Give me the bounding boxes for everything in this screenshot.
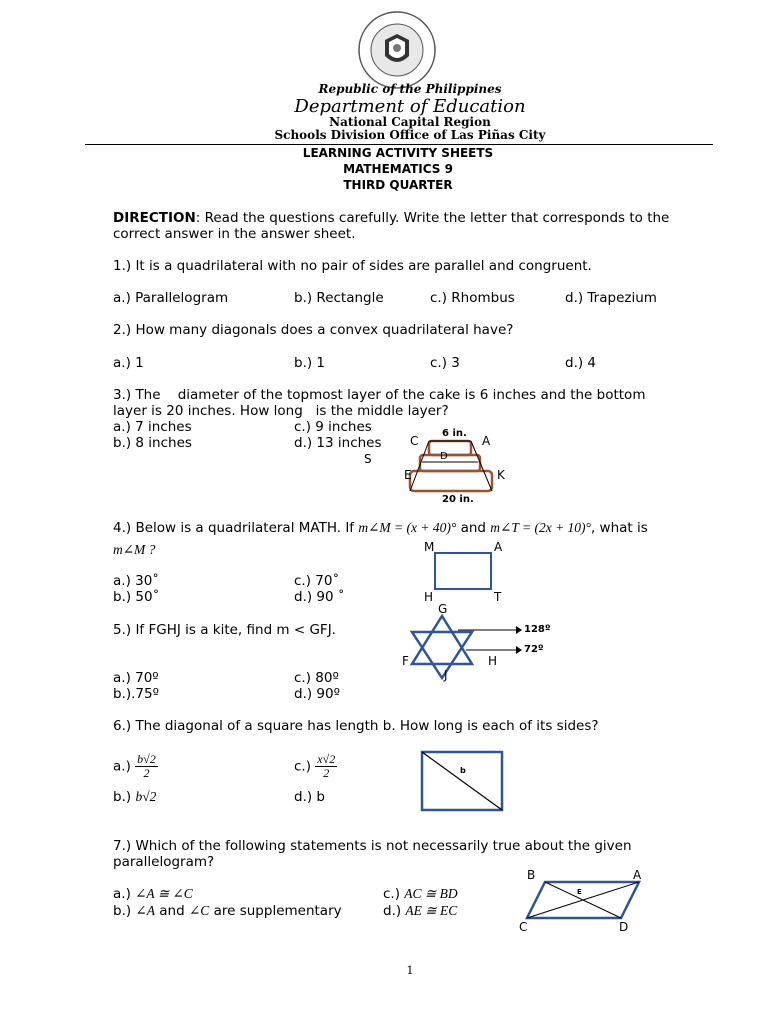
cake-label-k: K — [497, 468, 505, 482]
math-label-h: H — [424, 590, 434, 604]
q6-choice-d: d.) b — [294, 789, 325, 805]
q6-c-numerator: x√2 — [317, 752, 336, 766]
q7-choice-c-expr: AC ≅ BD — [404, 886, 458, 901]
q7-choice-d-label: d.) — [383, 903, 406, 919]
department-line: Department of Education — [294, 96, 526, 117]
page-number: 1 — [406, 964, 414, 977]
square-figure — [420, 750, 504, 812]
q2-choice-c: c.) 3 — [430, 355, 460, 371]
q6-choice-c-label: c.) — [294, 758, 311, 775]
q2-stem: 2.) How many diagonals does a convex quadrilateral have? — [113, 322, 514, 338]
q6-choice-a-label: a.) — [113, 758, 131, 775]
q6-choice-b — [113, 789, 156, 805]
q7-stem-line1: 7.) Which of the following statements is not necessarily true about the given — [113, 838, 632, 854]
para-label-e: E — [577, 888, 582, 896]
q6-a-denominator: 2 — [143, 766, 150, 780]
direction-line1 — [113, 210, 669, 226]
q1-stem: 1.) It is a quadrilateral with no pair of sides are parallel and congruent. — [113, 258, 592, 274]
q7-choice-c-label: c.) — [383, 886, 405, 902]
q7-choice-b — [113, 903, 342, 919]
q4-stem-pre: 4.) Below is a quadrilateral MATH. If — [113, 520, 359, 536]
kite-figure — [398, 604, 558, 684]
header-rule — [85, 144, 713, 145]
cake-label-a: A — [482, 434, 491, 448]
q6-choice-a-fraction — [135, 753, 158, 780]
direction-label: DIRECTION — [113, 210, 196, 226]
direction-text: : Read the questions carefully. Write the letter that corresponds to the — [195, 210, 670, 226]
para-label-d: D — [619, 920, 629, 934]
deped-seal — [357, 10, 437, 90]
q3-stem-line2: layer is 20 inches. How long is the middle layer? — [113, 403, 449, 419]
q5-choice-a: a.) 70º — [113, 670, 159, 686]
q2-choice-a: a.) 1 — [113, 355, 144, 371]
math-label-m: M — [424, 540, 435, 554]
q1-choice-a: a.) Parallelogram — [113, 290, 229, 306]
q4-choice-d: d.) 90 ˚ — [294, 589, 345, 605]
q3-choice-c: c.) 9 inches — [294, 419, 372, 435]
q7-stem-line2: parallelogram? — [113, 854, 215, 870]
q4-stem-mid: and — [456, 520, 491, 536]
q1-choice-b: b.) Rectangle — [294, 290, 384, 306]
q1-choice-d: d.) Trapezium — [565, 290, 657, 306]
kite-label-j: J — [444, 668, 448, 682]
q5-stem: 5.) If FGHJ is a kite, find m < GFJ. — [113, 622, 336, 638]
q4-expr-t: m∠T = (2x + 10)° — [490, 520, 591, 535]
q5-choice-c: c.) 80º — [294, 670, 339, 686]
q6-a-numerator: b√2 — [137, 752, 156, 766]
q4-choice-a: a.) 30˚ — [113, 573, 160, 589]
q4-stem-line2: m∠M ? — [113, 542, 156, 557]
region-line: National Capital Region — [329, 115, 491, 129]
cake-label-e: E — [404, 468, 412, 482]
para-label-b: B — [527, 868, 536, 882]
q7-choice-d — [383, 903, 457, 919]
q6-choice-b-value: b√2 — [135, 789, 157, 804]
q7-choice-c — [383, 886, 458, 902]
q6-stem: 6.) The diagonal of a square has length b. How long is each of its sides? — [113, 718, 599, 734]
cake-top-label: 6 in. — [442, 428, 467, 439]
q3-stem-line1: 3.) The diameter of the topmost layer of the cake is 6 inches and the bottom — [113, 387, 646, 403]
cake-label-d: D — [440, 451, 448, 462]
para-label-c: C — [519, 920, 528, 934]
q6-c-denominator: 2 — [323, 766, 330, 780]
q7-choice-b-expr2: ∠C — [188, 903, 210, 918]
q4-expr-m: m∠M = (x + 40)° — [358, 520, 457, 535]
q6-choice-b-label: b.) — [113, 789, 132, 805]
math-quadrilateral-figure — [420, 540, 510, 604]
q7-choice-b-label: b.) — [113, 903, 136, 919]
kite-label-g: G — [438, 602, 448, 616]
q4-stem-post: , what is — [590, 520, 648, 536]
q7-choice-a-label: a.) — [113, 886, 136, 902]
q6-choice-a — [113, 753, 158, 780]
q4-choice-c: c.) 70˚ — [294, 573, 340, 589]
q7-choice-a-expr: ∠A ≅ ∠C — [135, 886, 193, 901]
division-line: Schools Division Office of Las Piñas City — [274, 128, 546, 142]
q4-choice-b: b.) 50˚ — [113, 589, 160, 605]
q2-choice-d: d.) 4 — [565, 355, 597, 371]
math-label-t: T — [494, 590, 502, 604]
q7-choice-b-mid: and — [154, 903, 189, 919]
cake-label-s: S — [364, 452, 372, 466]
q6-choice-c — [294, 753, 337, 780]
cake-bottom-label: 20 in. — [442, 494, 474, 505]
q7-choice-b-expr1: ∠A — [135, 903, 155, 918]
quarter-title: THIRD QUARTER — [343, 178, 453, 192]
q7-choice-a — [113, 886, 193, 902]
direction-line2: correct answer in the answer sheet. — [113, 226, 356, 242]
q5-choice-d: d.) 90º — [294, 686, 340, 702]
q3-choice-d: d.) 13 inches — [294, 435, 382, 451]
subject-title: MATHEMATICS 9 — [343, 162, 453, 176]
republic-line: Republic of the Philippines — [318, 82, 502, 96]
kite-label-f: F — [402, 654, 409, 668]
q3-choice-b: b.) 8 inches — [113, 435, 192, 451]
parallelogram-figure — [515, 868, 655, 936]
q6-choice-c-fraction — [315, 753, 337, 780]
square-diagonal-label: b — [460, 766, 466, 775]
math-label-a: A — [494, 540, 503, 554]
q7-choice-b-post: are supplementary — [209, 903, 342, 919]
q7-choice-d-expr: AE ≅ EC — [405, 903, 458, 918]
q4-stem-line1 — [113, 520, 648, 536]
para-label-a: A — [633, 868, 642, 882]
q1-choice-c: c.) Rhombus — [430, 290, 515, 306]
kite-angle-72: 72º — [524, 644, 544, 655]
kite-angle-128: 128º — [524, 624, 551, 635]
cake-label-c: C — [410, 434, 419, 448]
sheet-title: LEARNING ACTIVITY SHEETS — [302, 146, 494, 160]
cake-figure — [364, 424, 530, 508]
math-rectangle — [434, 552, 492, 590]
q2-choice-b: b.) 1 — [294, 355, 326, 371]
q3-choice-a: a.) 7 inches — [113, 419, 192, 435]
kite-label-h: H — [488, 654, 498, 668]
q5-choice-b: b.).75º — [113, 686, 159, 702]
